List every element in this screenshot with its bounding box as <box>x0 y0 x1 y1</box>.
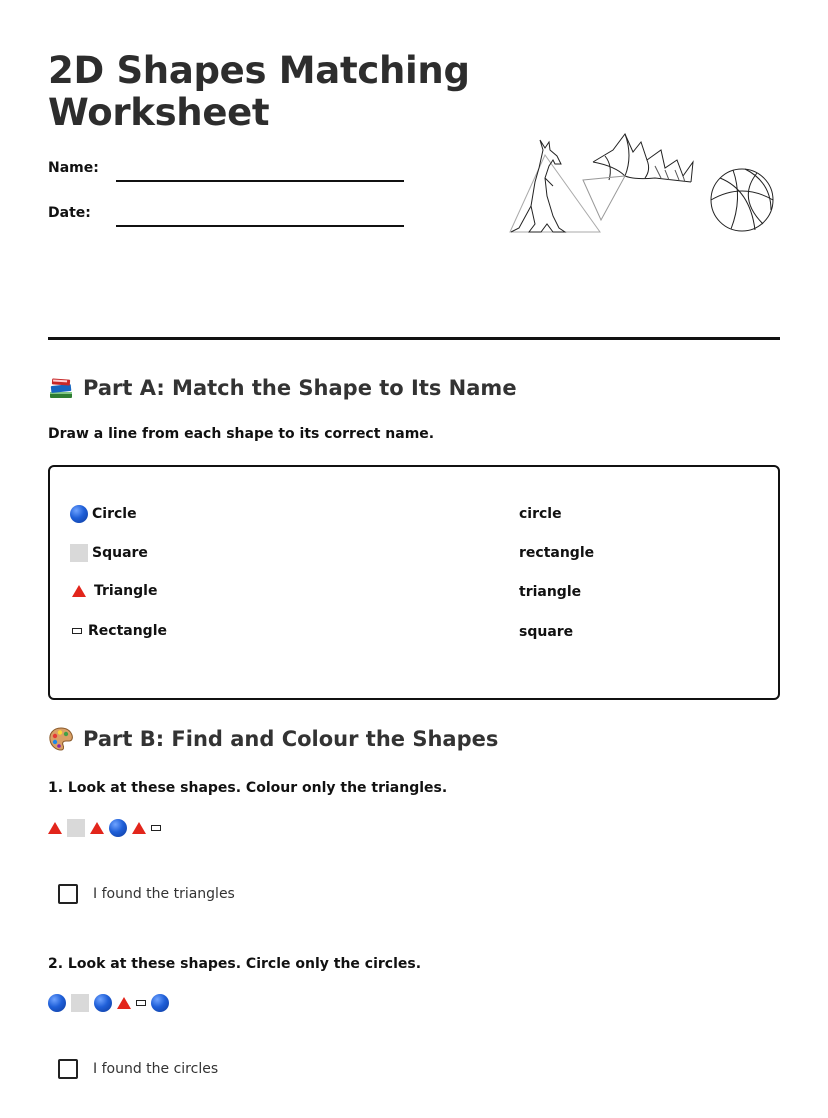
match-left-item[interactable] <box>72 623 167 639</box>
page-title <box>48 50 470 134</box>
question-2-text: 2. Look at these shapes. Circle only the circles. <box>48 956 422 972</box>
red-triangle-icon[interactable] <box>132 822 146 834</box>
part-a-heading <box>48 375 517 401</box>
match-left-label: Circle <box>92 506 137 522</box>
white-rectangle-icon[interactable] <box>136 1000 146 1006</box>
red-triangle-icon[interactable] <box>117 997 131 1009</box>
name-label: Name: <box>48 160 99 176</box>
match-right-item[interactable]: triangle <box>519 584 582 600</box>
grey-square-icon <box>70 544 88 562</box>
white-rectangle-icon[interactable] <box>151 825 161 831</box>
match-right-item[interactable]: square <box>519 624 574 640</box>
part-b-heading-text: Part B: Find and Colour the Shapes <box>83 727 499 751</box>
match-right-item[interactable]: circle <box>519 506 562 522</box>
question-1-checkbox-label: I found the triangles <box>93 886 235 902</box>
blue-circle-icon[interactable] <box>48 994 66 1012</box>
date-field[interactable] <box>116 225 404 227</box>
blue-circle-icon[interactable] <box>151 994 169 1012</box>
blue-circle-icon[interactable] <box>109 819 127 837</box>
question-1-checkbox[interactable] <box>58 884 78 904</box>
date-label: Date: <box>48 205 91 221</box>
blue-circle-icon <box>70 505 88 523</box>
match-left-label: Square <box>92 545 148 561</box>
title-line-1: 2D Shapes Matching <box>48 49 470 92</box>
match-left-item[interactable] <box>70 544 148 562</box>
question-2-checkbox-label: I found the circles <box>93 1061 219 1077</box>
blue-circle-icon[interactable] <box>94 994 112 1012</box>
red-triangle-icon[interactable] <box>90 822 104 834</box>
palette-icon <box>48 726 74 752</box>
match-left-item[interactable] <box>72 583 157 599</box>
title-line-2: Worksheet <box>48 91 270 134</box>
question-1-checkbox-row[interactable] <box>58 884 235 904</box>
books-icon <box>48 375 74 401</box>
match-right-item[interactable]: rectangle <box>519 545 595 561</box>
red-triangle-icon <box>72 585 86 597</box>
section-divider <box>48 337 780 340</box>
match-left-label: Rectangle <box>88 623 167 639</box>
name-field[interactable] <box>116 180 404 182</box>
question-2-checkbox-row[interactable] <box>58 1059 218 1079</box>
question-2-shapes <box>48 994 169 1012</box>
part-a-instruction: Draw a line from each shape to its correct name. <box>48 426 435 442</box>
question-2-checkbox[interactable] <box>58 1059 78 1079</box>
match-left-item[interactable] <box>70 505 137 523</box>
decorative-illustration <box>505 120 785 238</box>
grey-square-icon[interactable] <box>67 819 85 837</box>
white-rectangle-icon <box>72 628 82 634</box>
question-1-shapes <box>48 819 161 837</box>
question-1-text: 1. Look at these shapes. Colour only the triangles. <box>48 780 448 796</box>
grey-square-icon[interactable] <box>71 994 89 1012</box>
part-b-heading <box>48 726 498 752</box>
match-left-label: Triangle <box>94 583 158 599</box>
red-triangle-icon[interactable] <box>48 822 62 834</box>
part-a-heading-text: Part A: Match the Shape to Its Name <box>83 376 517 400</box>
matching-box <box>48 465 780 700</box>
